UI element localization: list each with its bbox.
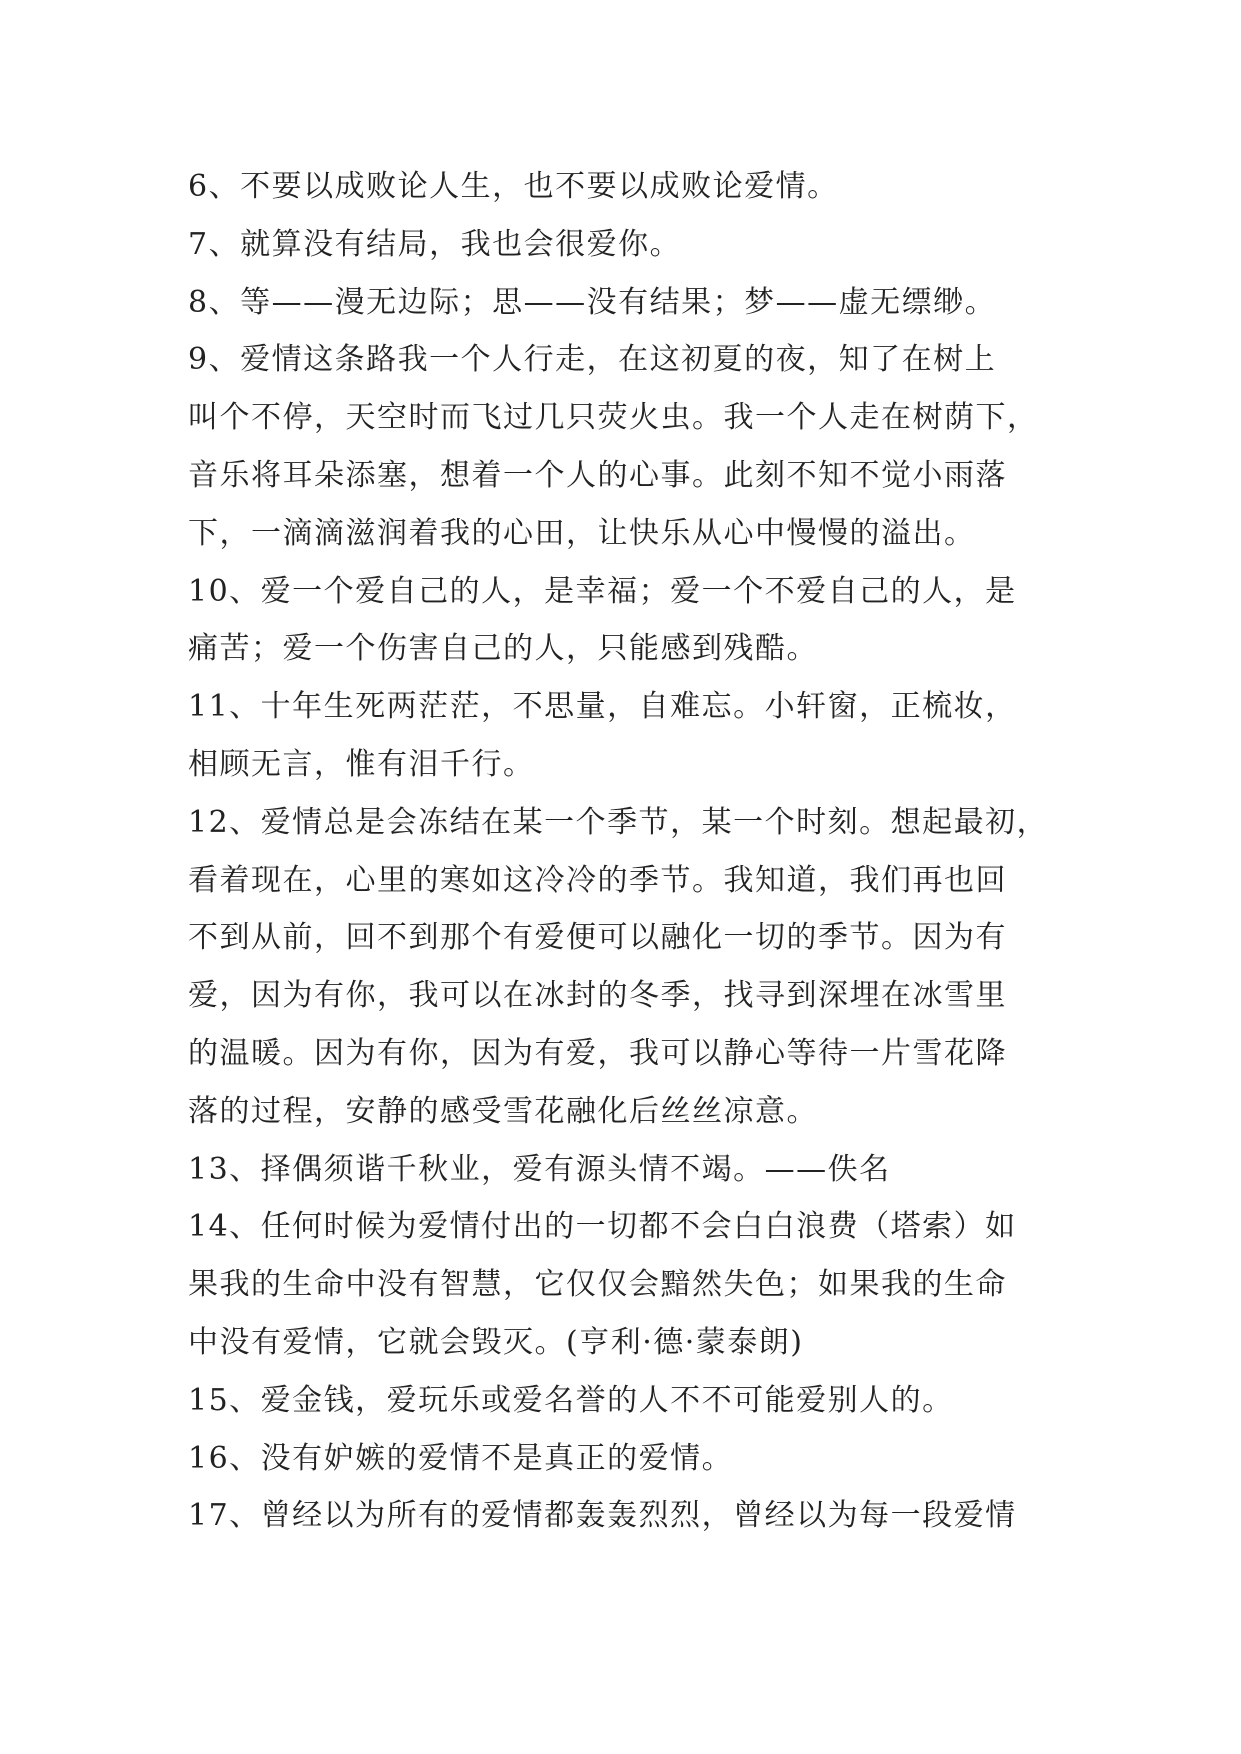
text-line: 中没有爱情，它就会毁灭。(亨利·德·蒙泰朗) [188,1324,804,1360]
text-line: 14、任何时候为爱情付出的一切都不会白白浪费（塔索）如 [188,1209,1017,1245]
text-line: 13、择偶须谐千秋业，爱有源头情不竭。——佚名 [188,1151,891,1187]
text-line: 叫个不停，天空时而飞过几只荧火虫。我一个人走在树荫下， [188,400,1039,436]
text-line: 不到从前，回不到那个有爱便可以融化一切的季节。因为有 [188,920,1007,956]
text-line: 17、曾经以为所有的爱情都轰轰烈烈，曾经以为每一段爱情 [188,1498,1017,1534]
text-line: 8、等——漫无边际；思——没有结果；梦——虚无缥缈。 [188,284,997,320]
text-line: 音乐将耳朵添塞，想着一个人的心事。此刻不知不觉小雨落 [188,457,1007,493]
text-line: 7、就算没有结局，我也会很爱你。 [188,226,682,262]
text-line: 痛苦；爱一个伤害自己的人，只能感到残酷。 [188,631,818,667]
text-line: 12、爱情总是会冻结在某一个季节，某一个时刻。想起最初， [188,804,1049,840]
body-text [188,158,1068,1545]
text-line: 下，一滴滴滋润着我的心田，让快乐从心中慢慢的溢出。 [188,515,976,551]
text-line: 落的过程，安静的感受雪花融化后丝丝凉意。 [188,1093,818,1129]
text-line: 看着现在，心里的寒如这冷冷的季节。我知道，我们再也回 [188,862,1007,898]
text-line: 相顾无言，惟有泪千行。 [188,746,535,782]
text-line: 果我的生命中没有智慧，它仅仅会黯然失色；如果我的生命 [188,1267,1007,1303]
text-line: 11、十年生死两茫茫，不思量，自难忘。小轩窗，正梳妆， [188,689,1017,725]
text-line: 的温暖。因为有你，因为有爱，我可以静心等待一片雪花降 [188,1035,1007,1071]
text-line: 9、爱情这条路我一个人行走，在这初夏的夜，知了在树上 [188,342,997,378]
text-line: 10、爱一个爱自己的人，是幸福；爱一个不爱自己的人，是 [188,573,1017,609]
text-line: 15、爱金钱，爱玩乐或爱名誉的人不不可能爱别人的。 [188,1382,954,1418]
text-line: 6、不要以成败论人生，也不要以成败论爱情。 [188,169,839,204]
text-line: 16、没有妒嫉的爱情不是真正的爱情。 [188,1440,734,1476]
text-line: 爱，因为有你，我可以在冰封的冬季，找寻到深埋在冰雪里 [188,978,1007,1014]
